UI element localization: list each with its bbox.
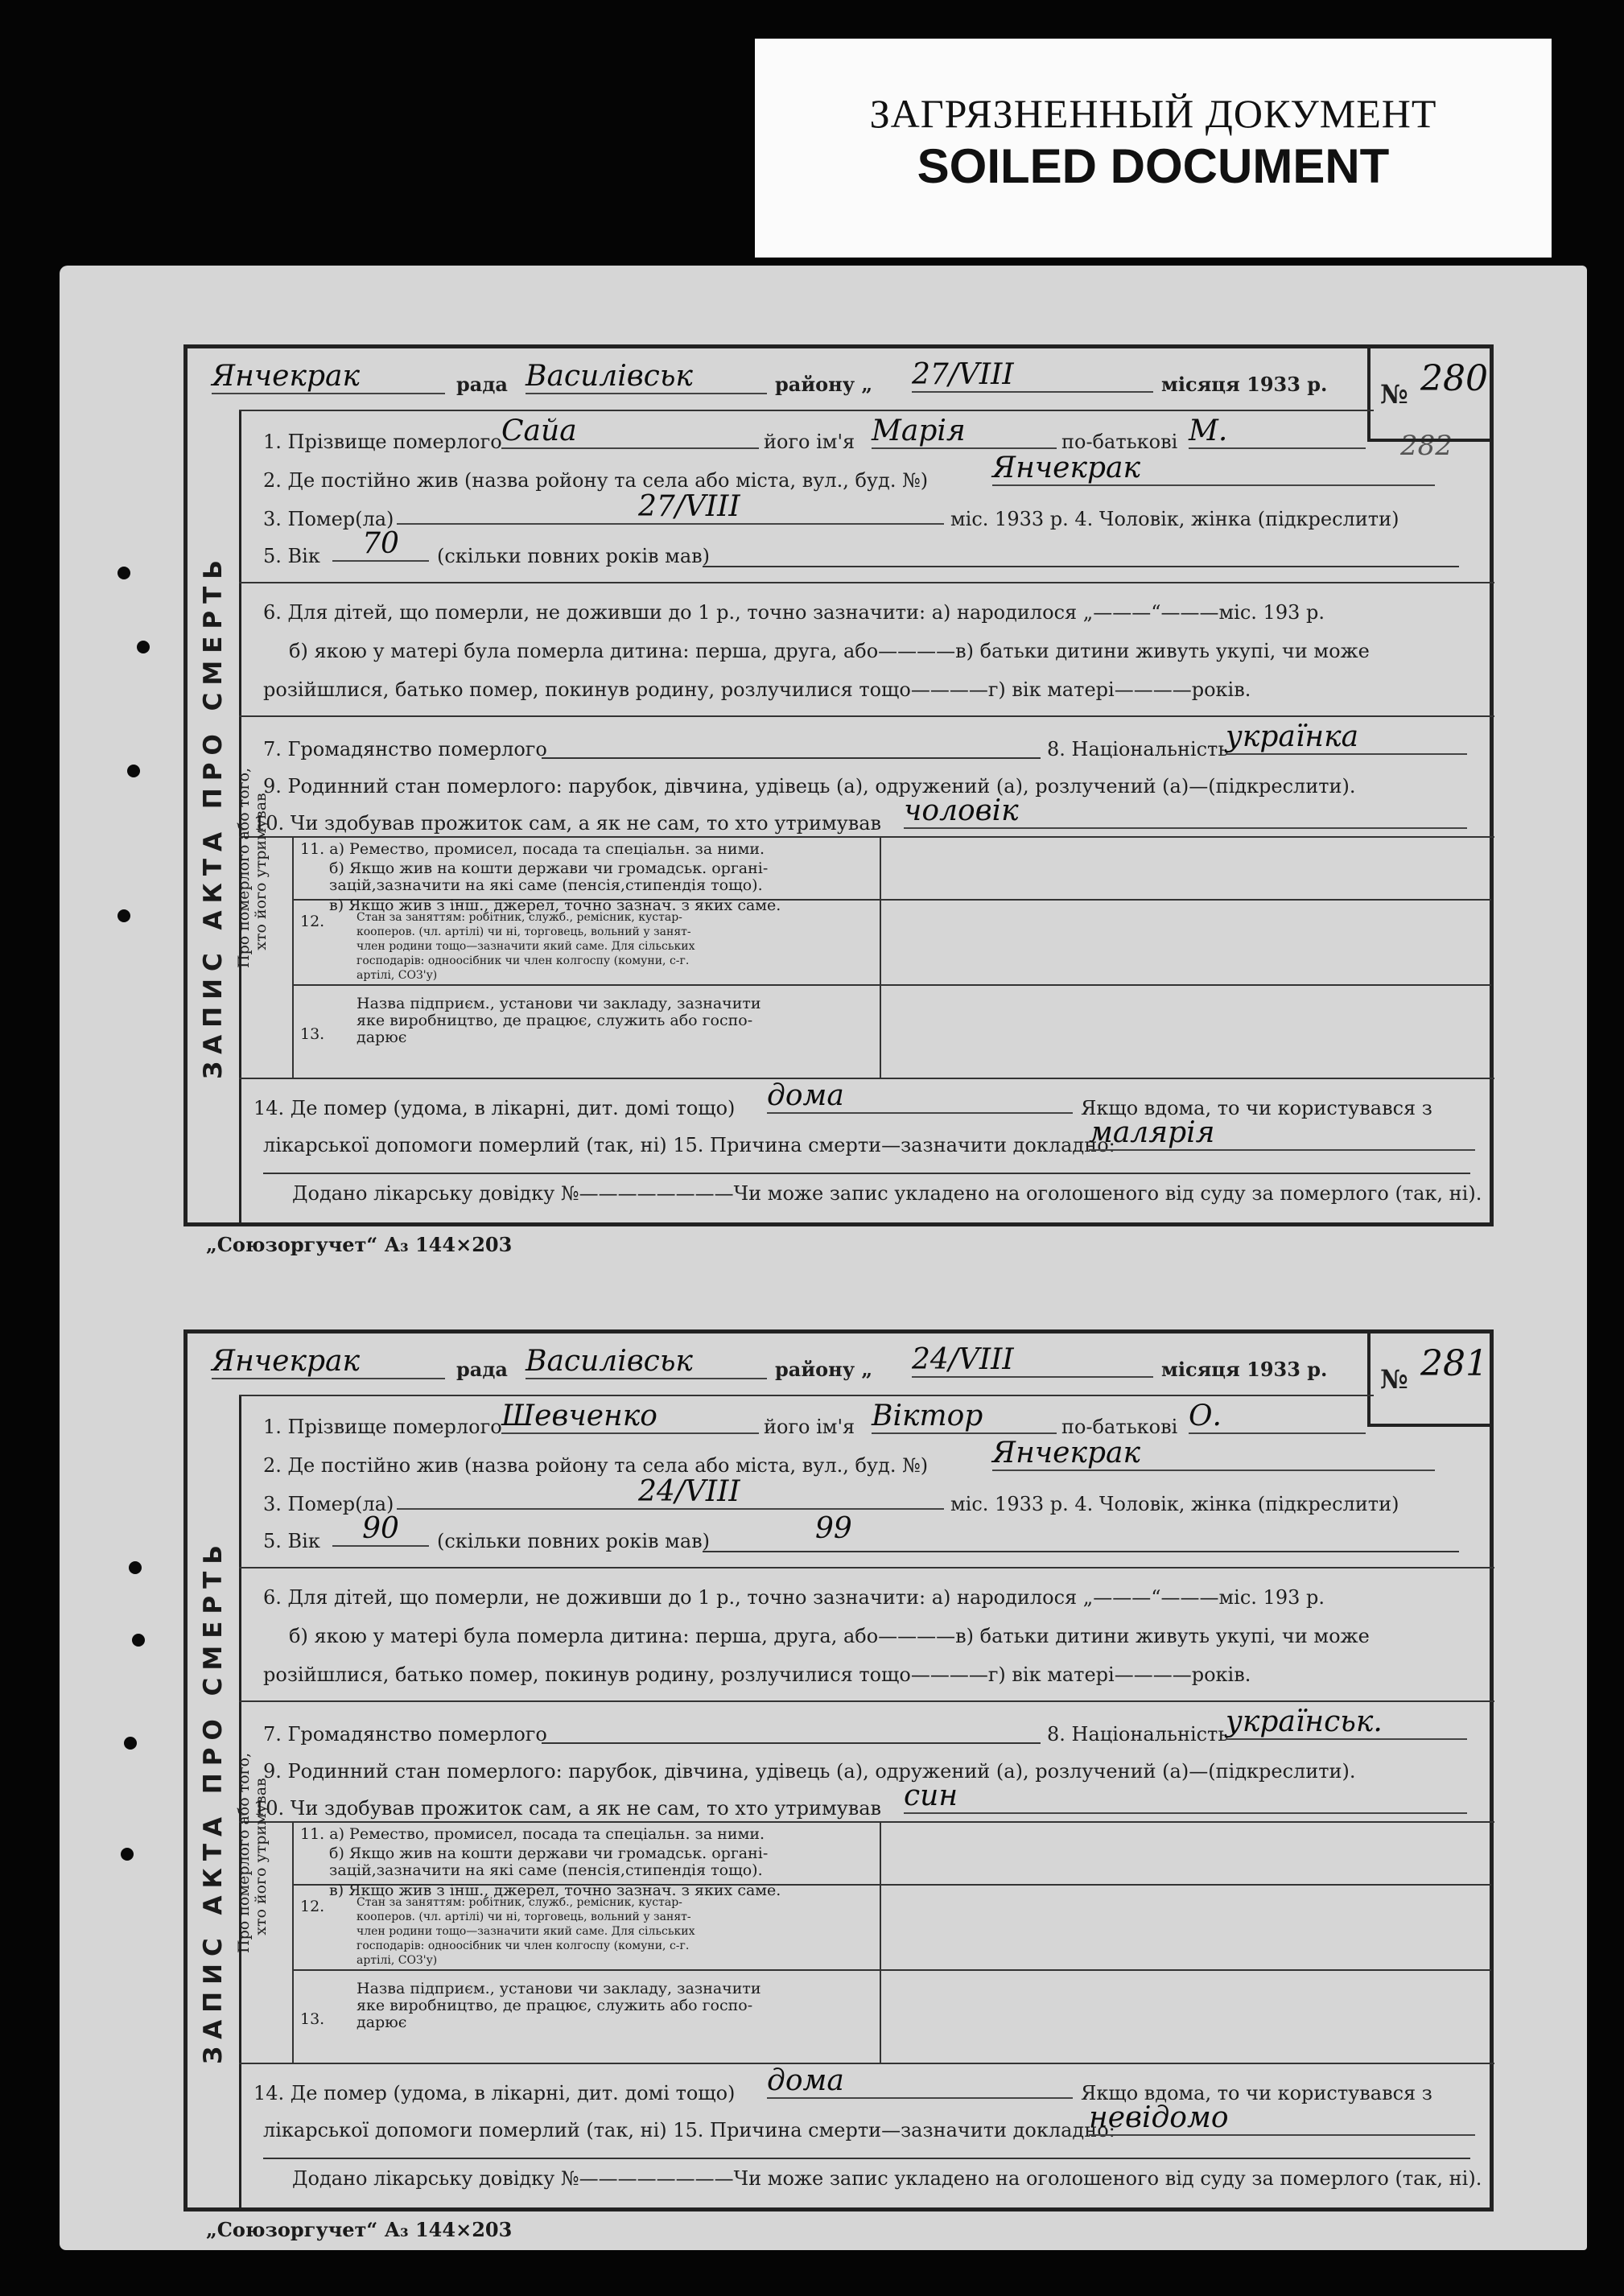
field-1-patronymic: М. (1189, 414, 1366, 449)
field-1-surname: Шевченко (501, 1399, 759, 1434)
field-14-tail: Якщо вдома, то чи користувався з (1081, 2082, 1432, 2104)
field-14-label: 14. Де помер (удома, в лікарні, дит. домі тощо) (253, 2082, 736, 2104)
field-6-line-2: б) якою у матері була померла дитина: перша, друга, або————в) батьки дитини живуть укупі, чи може (289, 640, 1370, 662)
field-6-line-3: розійшлися, батько помер, покинув родину, розлучилися тощо————г) вік матері————років. (263, 1663, 1251, 1686)
field-15-value: малярія (1089, 1116, 1475, 1151)
field-14-value: дома (767, 2064, 1073, 2099)
field-10-value: син (904, 1779, 1467, 1814)
field-1-label: 1. Прізвище померлого (263, 431, 502, 453)
field-6-line-3: розійшлися, батько помер, покинув родину, розлучилися тощо————г) вік матері————років. (263, 678, 1251, 701)
field-12-number: 12. (300, 913, 325, 930)
binding-hole (137, 641, 150, 653)
record-number-label: № (1380, 379, 1408, 410)
record-date: 27/VIII (912, 358, 1153, 393)
death-record-form-2 (183, 1329, 1494, 2211)
binding-hole (121, 1848, 134, 1861)
field-8-value: українка (1226, 720, 1467, 755)
form-2-footer: „Союзоргучет“ А₃ 144×203 (206, 2218, 513, 2241)
side-title: ЗАПИС АКТА ПРО СМЕРТЬ (199, 1538, 228, 2064)
field-12-text: Стан за заняттям: робітник, служб., ремісник, кустар- кооперов. (чл. артілі) чи ні, торговець, вольний у занят- член родини тощо—зазначити який саме. Для сільських господарів: одноосібник чи член колгоспу (комуни, с-г. артілі, СОЗ'у) (357, 1896, 695, 1967)
record-number-box (1367, 348, 1490, 442)
rada-label: рада (456, 1358, 508, 1381)
field-14-label: 14. Де помер (удома, в лікарні, дит. домі тощо) (253, 1097, 736, 1119)
field-8-value: українськ. (1226, 1705, 1467, 1740)
binding-hole (129, 1561, 142, 1574)
side-subtitle-text: Про померлого або того, хто його утримував (235, 767, 270, 968)
village-name: Янчекрак (212, 1345, 445, 1379)
field-1-surname: Сайа (501, 414, 759, 449)
field-2-label: 2. Де постійно жив (назва ройону та села або міста, вул., буд. №) (263, 469, 929, 492)
field-1-patronymic: О. (1189, 1399, 1366, 1434)
field-1-label: 1. Прізвище померлого (263, 1416, 502, 1438)
field-5-tail: (скільки повних років мав) (437, 545, 711, 567)
label-russian: ЗАГРЯЗНЕННЫЙ ДОКУМЕНТ (869, 91, 1437, 136)
field-3-label: 3. Помер(ла) (263, 1493, 394, 1515)
field-14-value: дома (767, 1079, 1073, 1114)
field-6-line-1: 6. Для дітей, що померли, не доживши до 1 р., точно зазначити: а) народилося „———“———міс. 193 р. (263, 1586, 1325, 1609)
field-14-tail: Якщо вдома, то чи користувався з (1081, 1097, 1432, 1119)
field-9-text: 9. Родинний стан померлого: парубок, дівчина, удівець (а), одружений (а), розлучений (а)—(підкреслити). (263, 775, 1356, 798)
field-10-value: чоловік (904, 794, 1467, 829)
side-subtitle-text: Про померлого або того, хто його утримував (235, 1752, 270, 1953)
record-number: 280 (1420, 358, 1488, 399)
field-3-value: 27/VIII (397, 490, 944, 525)
field-2-label: 2. Де постійно жив (назва ройону та села або міста, вул., буд. №) (263, 1454, 929, 1477)
district-name: Василівськ (526, 1345, 767, 1379)
field-8-label: 8. Національність (1047, 1723, 1229, 1746)
side-subtitle (235, 1752, 270, 1953)
soiled-document-label (755, 39, 1552, 258)
field-1-patronymic-label: по-батькові (1061, 431, 1178, 453)
field-9-text: 9. Родинний стан померлого: парубок, дівчина, удівець (а), одружений (а), розлучений (а)—(підкреслити). (263, 1760, 1356, 1783)
field-5-extra: 99 (815, 1512, 852, 1545)
field-5-tail: (скільки повних років мав) (437, 1530, 711, 1552)
month-year-label: місяця 1933 р. (1161, 1358, 1328, 1381)
side-band (188, 1395, 241, 2207)
field-12-text: Стан за заняттям: робітник, служб., ремісник, кустар- кооперов. (чл. артілі) чи ні, торговець, вольний у занят- член родини тощо—зазначити який саме. Для сільських господарів: одноосібник чи член колгоспу (комуни, с-г. артілі, СОЗ'у) (357, 911, 695, 982)
field-11-c: в) Якщо жив з інш., джерел, точно зазнач. з яких саме. (329, 1882, 781, 1899)
field-11-b: б) Якщо жив на кошти держави чи громадськ. органі- зацій,зазначити на які саме (пенсія,стипендія тощо). (329, 1845, 769, 1879)
field-11-a: 11. а) Ремество, промисел, посада та спеціальн. за ними. (300, 840, 765, 858)
binding-hole (124, 1737, 137, 1750)
field-1-name: Віктор (872, 1399, 1057, 1434)
field-5-label: 5. Вік (263, 545, 320, 567)
field-13-text: Назва підприєм., установи чи закладу, зазначити яке виробництво, де працює, служить або госпо- дарює (357, 1980, 761, 2031)
field-2-value: Янчекрак (992, 451, 1435, 486)
field-1-name-label: його ім'я (764, 431, 855, 453)
field-7-label: 7. Громадянство померлого (263, 738, 547, 761)
record-date: 24/VIII (912, 1343, 1153, 1378)
field-15-label: лікарської допомоги померлий (так, ні) 15. Причина смерти—зазначити докладно: (263, 1134, 1115, 1156)
field-13-number: 13. (300, 2010, 325, 2028)
field-1-name: Марія (872, 414, 1057, 449)
field-3-value: 24/VIII (397, 1475, 944, 1510)
binding-hole (132, 1634, 145, 1647)
record-number: 281 (1420, 1343, 1488, 1384)
field-3-tail: міс. 1933 р. 4. Чоловік, жінка (підкреслити) (950, 508, 1399, 530)
field-11-c: в) Якщо жив з інш., джерел, точно зазнач. з яких саме. (329, 897, 781, 914)
field-5-label: 5. Вік (263, 1530, 320, 1552)
district-name: Василівськ (526, 360, 767, 394)
margin-note: 282 (1400, 430, 1453, 462)
field-11-a: 11. а) Ремество, промисел, посада та спеціальн. за ними. (300, 1825, 765, 1843)
form-1-footer: „Союзоргучет“ А₃ 144×203 (206, 1233, 513, 1256)
rada-label: рада (456, 373, 508, 396)
field-5-value: 90 (332, 1512, 429, 1547)
field-6-line-2: б) якою у матері була померла дитина: перша, друга, або————в) батьки дитини живуть укупі, чи може (289, 1625, 1370, 1647)
village-name: Янчекрак (212, 360, 445, 394)
raion-label: району „ (775, 373, 873, 396)
field-5-value: 70 (332, 527, 429, 562)
side-title: ЗАПИС АКТА ПРО СМЕРТЬ (199, 553, 228, 1079)
raion-label: району „ (775, 1358, 873, 1381)
binding-hole (117, 567, 130, 579)
binding-hole (117, 909, 130, 922)
field-8-label: 8. Національність (1047, 738, 1229, 761)
side-band (188, 410, 241, 1222)
field-15-label: лікарської допомоги померлий (так, ні) 15. Причина смерти—зазначити докладно: (263, 2119, 1115, 2141)
record-number-box (1367, 1333, 1490, 1427)
field-10-label: 10. Чи здобував прожиток сам, а як не сам, то хто утримував (253, 1797, 882, 1820)
field-2-value: Янчекрак (992, 1437, 1435, 1471)
binding-hole (127, 765, 140, 777)
field-11-b: б) Якщо жив на кошти держави чи громадськ. органі- зацій,зазначити на які саме (пенсія,стипендія тощо). (329, 859, 769, 894)
side-subtitle (235, 767, 270, 968)
field-6-line-1: 6. Для дітей, що померли, не доживши до 1 р., точно зазначити: а) народилося „———“———міс. 193 р. (263, 601, 1325, 624)
field-1-patronymic-label: по-батькові (1061, 1416, 1178, 1438)
label-english: SOILED DOCUMENT (917, 139, 1390, 193)
field-3-label: 3. Помер(ла) (263, 508, 394, 530)
field-1-name-label: його ім'я (764, 1416, 855, 1438)
field-7-label: 7. Громадянство померлого (263, 1723, 547, 1746)
field-13-number: 13. (300, 1025, 325, 1043)
record-number-label: № (1380, 1364, 1408, 1395)
certificate-line: Додано лікарську довідку №————————Чи може запис укладено на оголошеного від суду за померлого (так, ні). (292, 2167, 1482, 2190)
field-3-tail: міс. 1933 р. 4. Чоловік, жінка (підкреслити) (950, 1493, 1399, 1515)
death-record-form-1 (183, 344, 1494, 1226)
month-year-label: місяця 1933 р. (1161, 373, 1328, 396)
field-15-value: невідомо (1089, 2101, 1475, 2136)
field-12-number: 12. (300, 1898, 325, 1915)
certificate-line: Додано лікарську довідку №————————Чи може запис укладено на оголошеного від суду за померлого (так, ні). (292, 1182, 1482, 1205)
field-10-label: 10. Чи здобував прожиток сам, а як не сам, то хто утримував (253, 812, 882, 835)
field-13-text: Назва підприєм., установи чи закладу, зазначити яке виробництво, де працює, служить або госпо- дарює (357, 995, 761, 1046)
